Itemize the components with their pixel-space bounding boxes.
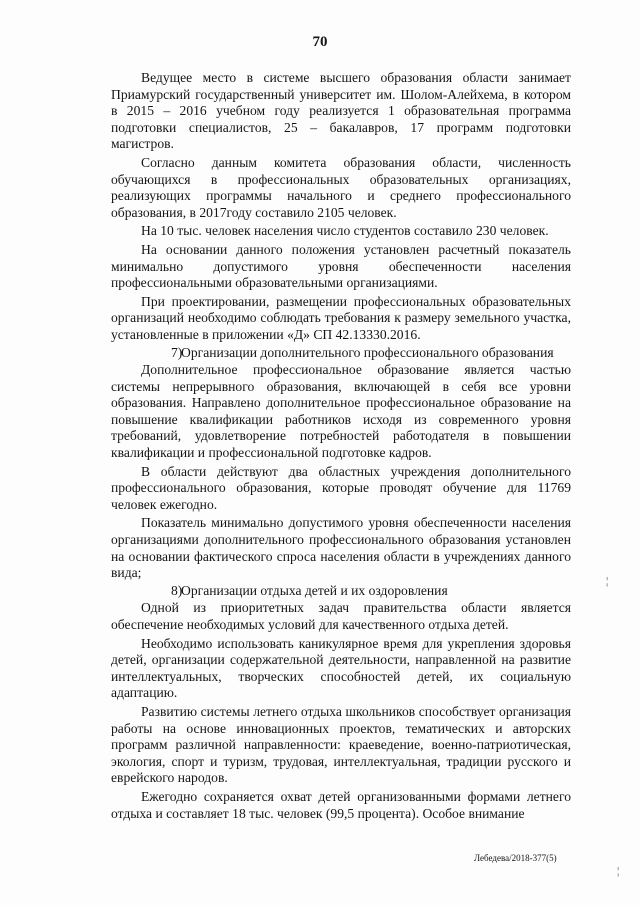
section-title-7: Организации дополнительного профессионального образования <box>181 344 554 360</box>
margin-mark: ¦ <box>606 575 609 587</box>
paragraph-additional-education: Дополнительное профессиональное образование является частью системы непрерывного образования, включающей в себя все уровни образования. Направлено дополнительное профессиональное образование на повышение квалификации работников исходя из современного уровня требований, удовлетворение потребностей работодателя в повышении квалификации и профессиональной подготовке кадров. <box>111 362 571 461</box>
paragraph-design-requirements: При проектировании, размещении профессиональных образовательных организаций необходимо соблюдать требования к размеру земельного участка, установленные в приложении «Д» СП 42.13330.2016. <box>111 293 571 342</box>
paragraph-university: Ведущее место в системе высшего образования области занимает Приамурский государственный университет им. Шолом-Алейхема, в котором в 2015 – 2016 учебном году реализуется 1 образовательная программа подготовки специалистов, 25 – бакалавров, 17 программ подготовки магистров. <box>111 70 571 152</box>
paragraph-students-per-10k: На 10 тыс. человек населения число студентов составило 230 человек. <box>141 223 549 239</box>
section-heading-8 <box>111 583 571 600</box>
section-heading-7 <box>111 345 571 362</box>
paragraph-priority-task: Одной из приоритетных задач правительства области является обеспечение необходимых условий для качественного отдыха детей. <box>111 600 571 632</box>
section-number-8: 8) <box>171 582 183 598</box>
paragraph-summer-system: Развитию системы летнего отдыха школьников способствует организация работы на основе инновационных проектов, тематических и авторских программ различной направленности: краеведение, военно-патриотическая, экология, спорт и туризм, трудовая, интеллектуальная, традиции русского и еврейского народов. <box>111 703 571 786</box>
body-text <box>111 70 571 822</box>
paragraph-enrollment: Согласно данным комитета образования области, численность обучающихся в профессиональных образовательных организациях, реализующих программы начального и среднего профессионального образования, в 2017году составило 2105 человек. <box>111 154 571 220</box>
paragraph-coverage: Ежегодно сохраняется охват детей организованными формами летнего отдыха и составляет 18 тыс. человек (99,5 процента). Особое внимание <box>111 788 571 821</box>
page-number: 70 <box>312 34 328 50</box>
paragraph-demand-indicator: Показатель минимально допустимого уровня обеспеченности населения организациями дополнительного профессионального образования установлен на основании фактического спроса населения области в учреждениях данного вида; <box>111 515 571 581</box>
footer-document-code: Лебедева/2018-377(5) <box>474 853 557 863</box>
paragraph-indicator: На основании данного положения установлен расчетный показатель минимально допустимого уровня обеспеченности населения профессиональными образовательными организациями. <box>111 241 571 291</box>
paragraph-two-institutions: В области действуют два областных учреждения дополнительного профессионального образования, которые проводят обучение для 11769 человек ежегодно. <box>111 463 571 512</box>
margin-mark: ¦ <box>617 865 620 877</box>
paragraph-vacation-time: Необходимо использовать каникулярное время для укрепления здоровья детей, организации содержательной деятельности, направленной на развитие интеллектуальных, творческих способностей детей, их социальную адаптацию. <box>111 635 571 701</box>
section-title-8: Организации отдыха детей и их оздоровления <box>181 582 448 598</box>
section-number-7: 7) <box>171 344 183 360</box>
